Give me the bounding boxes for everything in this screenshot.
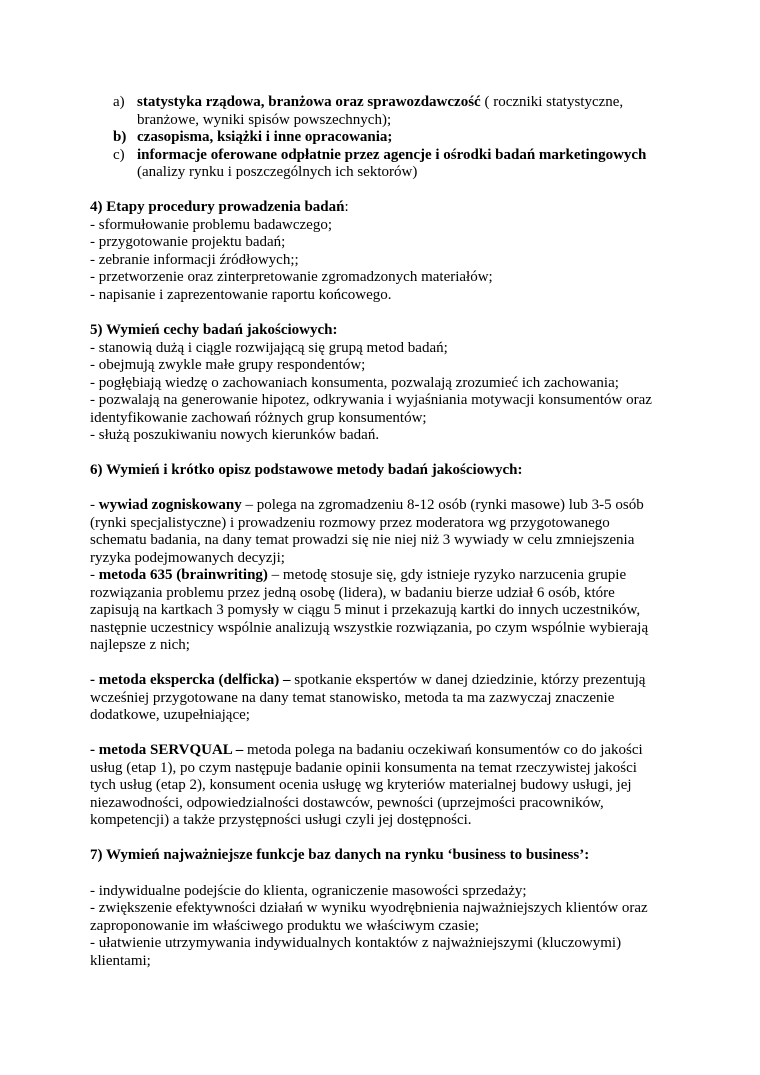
method-servqual-line1 — [90, 741, 643, 759]
method-focus-group-title: wywiad zogniskowany — [98, 497, 242, 513]
list-item: zaproponowanie im właściwego produktu we właściwym czasie; — [90, 918, 480, 934]
list-item-a-line2: branżowe, wyniki spisów powszechnych); — [137, 112, 392, 128]
list-item-b-line1: czasopisma, książki i inne opracowania; — [137, 129, 393, 145]
list-marker-b: b) — [113, 129, 127, 145]
list-item: - obejmują zwykle małe grupy respondentów; — [90, 357, 366, 373]
method-servqual-line: tych usług (etap 2), konsument ocenia usługę wg kryteriów materialnej budowy usługi, jej — [90, 777, 632, 793]
list-item: - przetworzenie oraz zinterpretowanie zgromadzonych materiałów; — [90, 269, 493, 285]
list-item-a-rest: ( roczniki statystyczne, — [480, 94, 624, 110]
list-item: - przygotowanie projektu badań; — [90, 234, 286, 250]
list-marker-c: c) — [113, 147, 125, 163]
list-item: identyfikowanie zachowań różnych grup konsumentów; — [90, 410, 427, 426]
section-5-heading: 5) Wymień cechy badań jakościowych: — [90, 322, 338, 338]
list-item: - pozwalają na generowanie hipotez, odkrywania i wyjaśniania motywacji konsumentów oraz — [90, 392, 652, 408]
list-item: - napisanie i zaprezentowanie raportu końcowego. — [90, 287, 392, 303]
method-focus-group-text: – polega na zgromadzeniu 8-12 osób (rynki masowe) lub 3-5 osób — [241, 497, 644, 513]
list-item: - sformułowanie problemu badawczego; — [90, 217, 332, 233]
method-prefix: - — [90, 497, 99, 513]
method-servqual-title: - metoda SERVQUAL – — [90, 742, 244, 758]
method-expert-line1 — [90, 671, 645, 689]
method-635-line: rozwiązania problemu przez jedną osobę (lidera), w badaniu bierze udział 6 osób, które — [90, 585, 615, 601]
list-item: - zebranie informacji źródłowych;; — [90, 252, 299, 268]
section-4-heading-tail: : — [344, 199, 349, 215]
method-635-line: następnie uczestnicy wspólnie analizują wszystkie rozwiązania, po czym wspólnie wybierają — [90, 620, 649, 636]
method-expert-text: spotkanie ekspertów w danej dziedzinie, którzy prezentują — [290, 672, 646, 688]
method-focus-group-line: (rynki specjalistyczne) i prowadzeniu rozmowy przez moderatora wg przygotowanego — [90, 515, 610, 531]
section-7-heading: 7) Wymień najważniejsze funkcje baz danych na rynku ‘business to business’: — [90, 847, 590, 863]
method-expert-title: - metoda ekspercka (delficka) – — [90, 672, 291, 688]
method-635-line1 — [90, 566, 626, 584]
list-item: - służą poszukiwaniu nowych kierunków badań. — [90, 427, 380, 443]
section-6-heading: 6) Wymień i krótko opisz podstawowe metody badań jakościowych: — [90, 462, 523, 478]
section-4-heading — [90, 198, 349, 216]
list-item: - pogłębiają wiedzę o zachowaniach konsumenta, pozwalają zrozumieć ich zachowania; — [90, 375, 619, 391]
method-servqual-text: metoda polega na badaniu oczekiwań konsumentów co do jakości — [243, 742, 643, 758]
section-4-heading-bold: 4) Etapy procedury prowadzenia badań — [90, 199, 345, 215]
method-635-text: – metodę stosuje się, gdy istnieje ryzyko narzucenia grupie — [267, 567, 627, 583]
method-635-line: najlepsze z nich; — [90, 637, 190, 653]
list-item: - zwiększenie efektywności działań w wyniku wyodrębnienia najważniejszych klientów oraz — [90, 900, 648, 916]
list-item: klientami; — [90, 953, 151, 969]
list-item-c-line2: (analizy rynku i poszczególnych ich sektorów) — [137, 164, 418, 180]
method-focus-group-line1 — [90, 496, 644, 514]
method-expert-line: dodatkowe, uzupełniające; — [90, 707, 250, 723]
method-635-title: metoda 635 (brainwriting) — [98, 567, 268, 583]
method-focus-group-line: ryzyka podejmowanych decyzji; — [90, 550, 285, 566]
method-servqual-line: usług (etap 1), po czym następuje badanie opinii konsumenta na temat rzeczywistej jakości — [90, 760, 637, 776]
method-focus-group-line: schematu badania, na dany temat prowadzi się nie niej niż 3 wywiady w celu zmniejszenia — [90, 532, 635, 548]
list-item: - stanowią dużą i ciągle rozwijającą się grupą metod badań; — [90, 340, 448, 356]
method-servqual-line: niezawodności, odpowiedzialności dostawców, pewności (uprzejmości pracowników, — [90, 795, 604, 811]
list-item: - ułatwienie utrzymywania indywidualnych kontaktów z najważniejszymi (kluczowymi) — [90, 935, 622, 951]
list-marker-a: a) — [113, 94, 125, 110]
method-expert-line: wcześniej przygotowane na dany temat stanowisko, metoda ta ma zazwyczaj znaczenie — [90, 690, 615, 706]
method-prefix: - — [90, 567, 99, 583]
list-item-a-bold: statystyka rządowa, branżowa oraz sprawozdawczość — [137, 94, 481, 110]
method-servqual-line: kompetencji) a także przystępności usługi czyli jej dostępności. — [90, 812, 472, 828]
list-item-c-line1: informacje oferowane odpłatnie przez agencje i ośrodki badań marketingowych — [137, 147, 647, 163]
method-635-line: zapisują na kartkach 3 pomysły w ciągu 5 minut i przekazują kartki do innych uczestników, — [90, 602, 641, 618]
list-item-a-line1 — [137, 93, 623, 111]
list-item: - indywidualne podejście do klienta, ograniczenie masowości sprzedaży; — [90, 883, 527, 899]
